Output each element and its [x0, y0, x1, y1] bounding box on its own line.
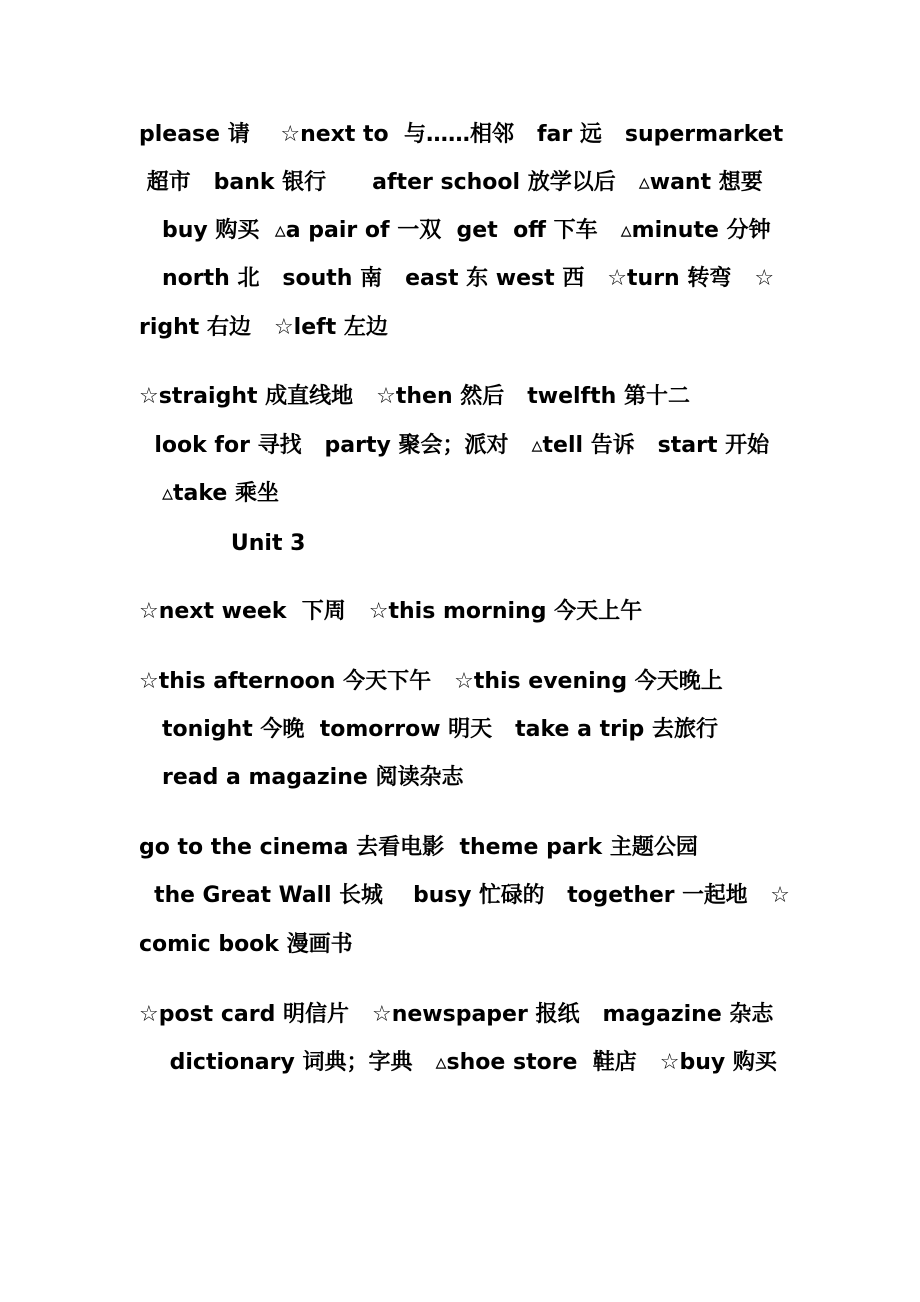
vocab-line: right 右边 ☆left 左边 [139, 315, 388, 340]
vocab-line: ☆post card 明信片 ☆newspaper 报纸 magazine 杂志 [139, 1002, 774, 1027]
vocab-line: read a magazine 阅读杂志 [139, 765, 464, 790]
vocab-line: the Great Wall 长城 busy 忙碌的 together 一起地 ☆ [139, 883, 790, 908]
vocab-line: tonight 今晚 tomorrow 明天 take a trip 去旅行 [139, 717, 718, 742]
vocab-line: north 北 south 南 east 东 west 西 ☆turn 转弯 ☆ [139, 266, 775, 291]
unit-heading: Unit 3 [139, 531, 306, 556]
vocab-line: go to the cinema 去看电影 theme park 主题公园 [139, 835, 698, 860]
vocab-line: dictionary 词典；字典 ▵shoe store 鞋店 ☆buy 购买 [139, 1050, 777, 1075]
vocab-line: please 请 ☆next to 与……相邻 far 远 supermarket [139, 122, 784, 147]
vocab-line: ☆next week 下周 ☆this morning 今天上午 [139, 599, 643, 624]
vocab-line: ☆straight 成直线地 ☆then 然后 twelfth 第十二 [139, 384, 690, 409]
vocab-line: ▵take 乘坐 [139, 481, 280, 506]
vocab-line: 超市 bank 银行 after school 放学以后 ▵want 想要 [139, 170, 763, 195]
vocab-line: buy 购买 ▵a pair of 一双 get off 下车 ▵minute 分钟 [139, 218, 771, 243]
vocab-line: comic book 漫画书 [139, 932, 353, 957]
vocab-line: look for 寻找 party 聚会；派对 ▵tell 告诉 start 开始 [139, 433, 770, 458]
vocab-line: ☆this afternoon 今天下午 ☆this evening 今天晚上 [139, 669, 723, 694]
